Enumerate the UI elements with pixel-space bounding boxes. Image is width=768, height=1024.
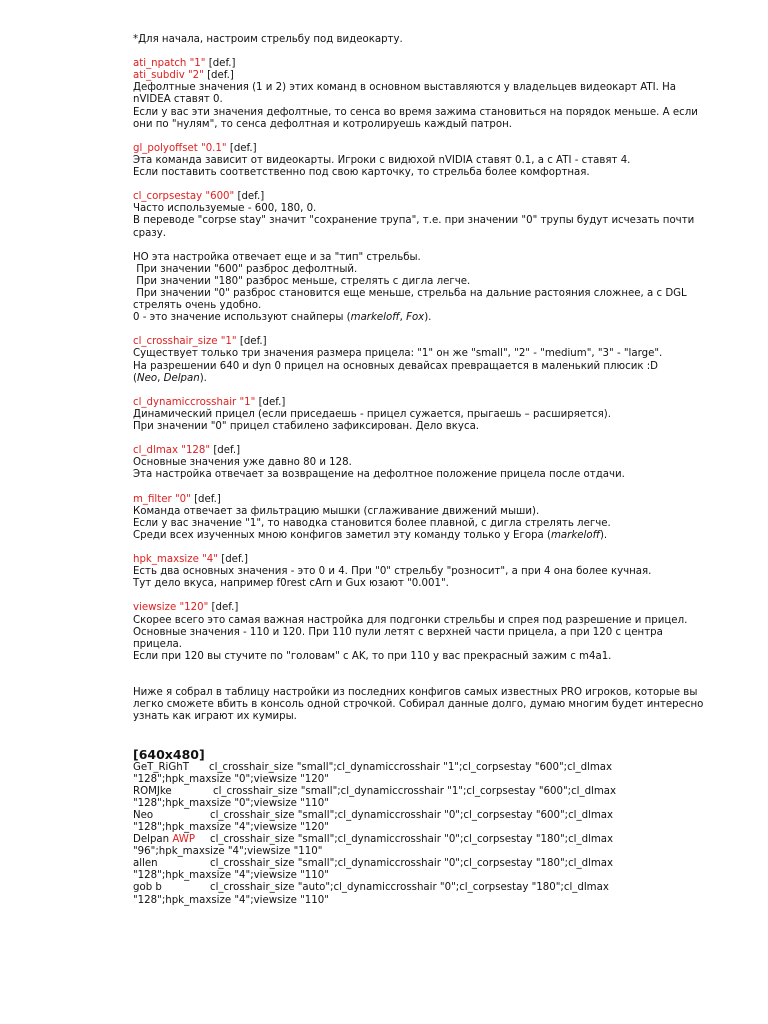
player-config-cont: "128";hpk_maxsize "4";viewsize "110" bbox=[133, 894, 329, 906]
command-line bbox=[133, 58, 733, 70]
text-line: При значении "0" прицел стабилено зафиксирован. Дело вкуса. bbox=[133, 421, 480, 432]
text-line: Скорее всего это самая важная настройка для подгонки стрельбы и спрея под разрешение и прицел. bbox=[133, 614, 688, 626]
text-fragment: , bbox=[157, 372, 164, 384]
player-config-cont: "128";hpk_maxsize "0";viewsize "120" bbox=[133, 773, 329, 785]
command-name: m_filter "0" bbox=[133, 493, 191, 505]
table-row bbox=[133, 858, 733, 882]
command-line bbox=[133, 143, 733, 155]
section-gl-polyoffset bbox=[133, 143, 733, 179]
command-line bbox=[133, 191, 733, 203]
default-tag: [def.] bbox=[213, 445, 241, 457]
text-line: Динамический прицел (если приседаешь - прицел сужается, прыгаешь – расширяется). bbox=[133, 408, 611, 420]
player-nick: ROMJke bbox=[133, 785, 172, 797]
text-fragment: , bbox=[399, 312, 407, 324]
player-row-line bbox=[133, 858, 733, 870]
command-line bbox=[133, 494, 733, 506]
text-line: Дефолтные значения (1 и 2) этих команд в основном выставляются у владельцев видеокарт ATI. На bbox=[133, 82, 677, 94]
outro-paragraph bbox=[133, 687, 733, 723]
player-config-cont: "96";hpk_maxsize "4";viewsize "110" bbox=[133, 846, 323, 858]
player-nick: GeT_RiGhT bbox=[133, 761, 189, 773]
text-fragment: 0 - это значение используют снайперы ( bbox=[133, 312, 351, 324]
text-line: При значении "0" разброс становится еще меньше, стрельба на дальние растояния сложнее, а с DGL bbox=[133, 287, 687, 299]
text-line: Основные значения уже давно 80 и 128. bbox=[133, 457, 352, 469]
command-line bbox=[133, 397, 733, 409]
text-line: В переводе "corpse stay" значит "сохранение трупа", т.е. при значении "0" трупы будут исчезать почти bbox=[133, 215, 695, 227]
player-nick: Neo bbox=[133, 809, 154, 821]
text-line: сразу. bbox=[133, 227, 166, 239]
command-name: cl_dynamiccrosshair "1" bbox=[133, 396, 256, 408]
text-line: На разрешении 640 и dyn 0 прицел на основных девайсах превращается в маленький плюсик :D bbox=[133, 360, 659, 372]
text-line: Эта настройка отвечает за возвращение на дефолтное положение прицела после отдачи. bbox=[133, 469, 625, 481]
player-config: cl_crosshair_size "small";cl_dynamiccrosshair "0";cl_corpsestay "600";cl_dlmax bbox=[210, 809, 614, 821]
player-config-cont: "128";hpk_maxsize "4";viewsize "120" bbox=[133, 822, 329, 833]
text-line: Команда отвечает за фильтрацию мышки (сглаживание движений мыши). bbox=[133, 505, 540, 517]
text-line: Существует только три значения размера прицела: "1" он же "small", "2" - "medium", "3" - "large". bbox=[133, 348, 663, 360]
command-line bbox=[133, 70, 733, 82]
command-line bbox=[133, 445, 733, 457]
player-name: markeloff bbox=[551, 529, 600, 541]
text-line: НО эта настройка отвечает еще и за "тип" стрельбы. bbox=[133, 251, 421, 263]
text-line: При значении "600" разброс дефолтный. bbox=[133, 263, 358, 275]
text-line: узнать как играют их кумиры. bbox=[133, 711, 297, 723]
text-line bbox=[133, 312, 733, 324]
player-nick: Delpan bbox=[133, 834, 170, 846]
text-line: Если у вас значение "1", то наводка становится более плавной, с дигла стрелять легче. bbox=[133, 517, 611, 529]
text-line: Ниже я собрал в таблицу настройки из последних конфигов самых известных PRO игроков, которые вы bbox=[133, 687, 698, 699]
text-line: Есть два основных значения - это 0 и 4. При "0" стрельбу "розносит", а при 4 она более кучная. bbox=[133, 566, 652, 578]
player-config: cl_crosshair_size "small";cl_dynamiccrosshair "0";cl_corpsestay "180";cl_dlmax bbox=[210, 834, 614, 846]
table-row bbox=[133, 762, 733, 786]
command-name: viewsize "120" bbox=[133, 602, 209, 614]
command-name: cl_corpsestay "600" bbox=[133, 191, 235, 203]
default-tag: [def.] bbox=[221, 554, 248, 566]
text-line: nVIDEA ставят 0. bbox=[133, 94, 223, 106]
text-line: Основные значения - 110 и 120. При 110 пули летят с верхней части прицела, а при 120 с центра bbox=[133, 626, 663, 638]
section-ati bbox=[133, 58, 733, 131]
player-name: Neo bbox=[136, 372, 158, 384]
command-line bbox=[133, 336, 733, 348]
player-config: cl_crosshair_size "small";cl_dynamiccrosshair "0";cl_corpsestay "180";cl_dlmax bbox=[210, 858, 614, 870]
text-fragment: Среди всех изученных мною конфигов заметил эту команду только у Егора ( bbox=[133, 529, 551, 541]
player-config: cl_crosshair_size "small";cl_dynamiccrosshair "1";cl_corpsestay "600";cl_dlmax bbox=[209, 761, 613, 773]
section-cl-crosshair-size bbox=[133, 336, 733, 384]
player-row-line bbox=[133, 810, 733, 822]
player-name: Delpan bbox=[163, 372, 200, 384]
player-config-cont: "128";hpk_maxsize "0";viewsize "110" bbox=[133, 797, 329, 809]
text-line: они по "нулям", то сенса дефолтная и котролируешь каждый патрон. bbox=[133, 118, 513, 130]
default-tag: [def.] bbox=[237, 191, 265, 203]
command-line bbox=[133, 602, 733, 614]
default-tag: [def.] bbox=[208, 58, 236, 70]
command-name: ati_subdiv "2" bbox=[133, 70, 204, 82]
text-fragment: ). bbox=[199, 372, 207, 384]
table-row bbox=[133, 810, 733, 834]
text-fragment: ). bbox=[599, 529, 608, 541]
command-name: cl_crosshair_size "1" bbox=[133, 336, 237, 348]
player-nick: gob b bbox=[133, 882, 162, 894]
text-line: Часто используемые - 600, 180, 0. bbox=[133, 203, 317, 215]
player-row-line bbox=[133, 762, 733, 774]
text-line: Тут дело вкуса, например f0rest cArn и Gux юзают "0.001". bbox=[133, 578, 449, 590]
text-line: Если поставить соответственно под свою карточку, то стрельба более комфортная. bbox=[133, 167, 590, 179]
text-line: легко сможете вбить в консоль одной строчкой. Собирал данные долго, думаю многим будет интересно bbox=[133, 699, 704, 711]
default-tag: [def.] bbox=[239, 336, 267, 348]
player-config: cl_crosshair_size "small";cl_dynamiccrosshair "1";cl_corpsestay "600";cl_dlmax bbox=[213, 785, 617, 797]
table-row bbox=[133, 834, 733, 858]
player-row-line bbox=[133, 786, 733, 798]
player-tag: AWP bbox=[172, 834, 195, 846]
section-m-filter bbox=[133, 494, 733, 542]
table-row bbox=[133, 882, 733, 906]
command-name: hpk_maxsize "4" bbox=[133, 554, 218, 566]
text-line bbox=[133, 373, 733, 385]
player-row-line bbox=[133, 834, 733, 846]
section-cl-dynamiccrosshair bbox=[133, 397, 733, 433]
command-line bbox=[133, 554, 733, 566]
player-config: cl_crosshair_size "auto";cl_dynamiccrosshair "0";cl_corpsestay "180";cl_dlmax bbox=[210, 882, 609, 894]
player-row-line bbox=[133, 882, 733, 894]
text-line: Эта команда зависит от видеокарты. Игроки с видюхой nVIDIA ставят 0.1, а с ATI - ставят 4. bbox=[133, 154, 631, 166]
settings-table bbox=[133, 748, 733, 907]
player-name: Fox bbox=[406, 312, 425, 324]
text-line: При значении "180" разброс меньше, стрелять с дигла легче. bbox=[133, 275, 471, 287]
player-config-cont: "128";hpk_maxsize "4";viewsize "110" bbox=[133, 870, 329, 882]
text-fragment: ( bbox=[133, 372, 137, 384]
section-cl-dlmax bbox=[133, 445, 733, 481]
table-row bbox=[133, 786, 733, 810]
default-tag: [def.] bbox=[229, 142, 257, 154]
section-hpk-maxsize bbox=[133, 554, 733, 590]
table-header: [640x480] bbox=[133, 746, 205, 762]
command-name: ati_npatch "1" bbox=[133, 58, 206, 70]
default-tag: [def.] bbox=[194, 493, 221, 505]
text-line bbox=[133, 530, 733, 542]
section-viewsize bbox=[133, 602, 733, 662]
section-cl-corpsestay bbox=[133, 191, 733, 324]
player-nick: allen bbox=[133, 858, 158, 870]
default-tag: [def.] bbox=[207, 70, 234, 82]
text-line: стрелять очень удобно. bbox=[133, 300, 262, 312]
intro-line: *Для начала, настроим стрельбу под видеокарту. bbox=[133, 34, 403, 45]
text-line: прицела. bbox=[133, 638, 182, 650]
command-name: gl_polyoffset "0.1" bbox=[133, 142, 227, 154]
document-page bbox=[133, 34, 733, 907]
player-name: markeloff bbox=[350, 312, 400, 324]
text-fragment: ). bbox=[424, 312, 432, 324]
default-tag: [def.] bbox=[211, 602, 239, 614]
text-line: Если у вас эти значения дефолтные, то сенса во время зажима становиться на порядок меньше. А если bbox=[133, 106, 698, 118]
default-tag: [def.] bbox=[258, 396, 286, 408]
text-line: Если при 120 вы стучите по "головам" с AK, то при 110 у вас прекрасный зажим с m4a1. bbox=[133, 650, 612, 662]
command-name: cl_dlmax "128" bbox=[133, 445, 211, 457]
